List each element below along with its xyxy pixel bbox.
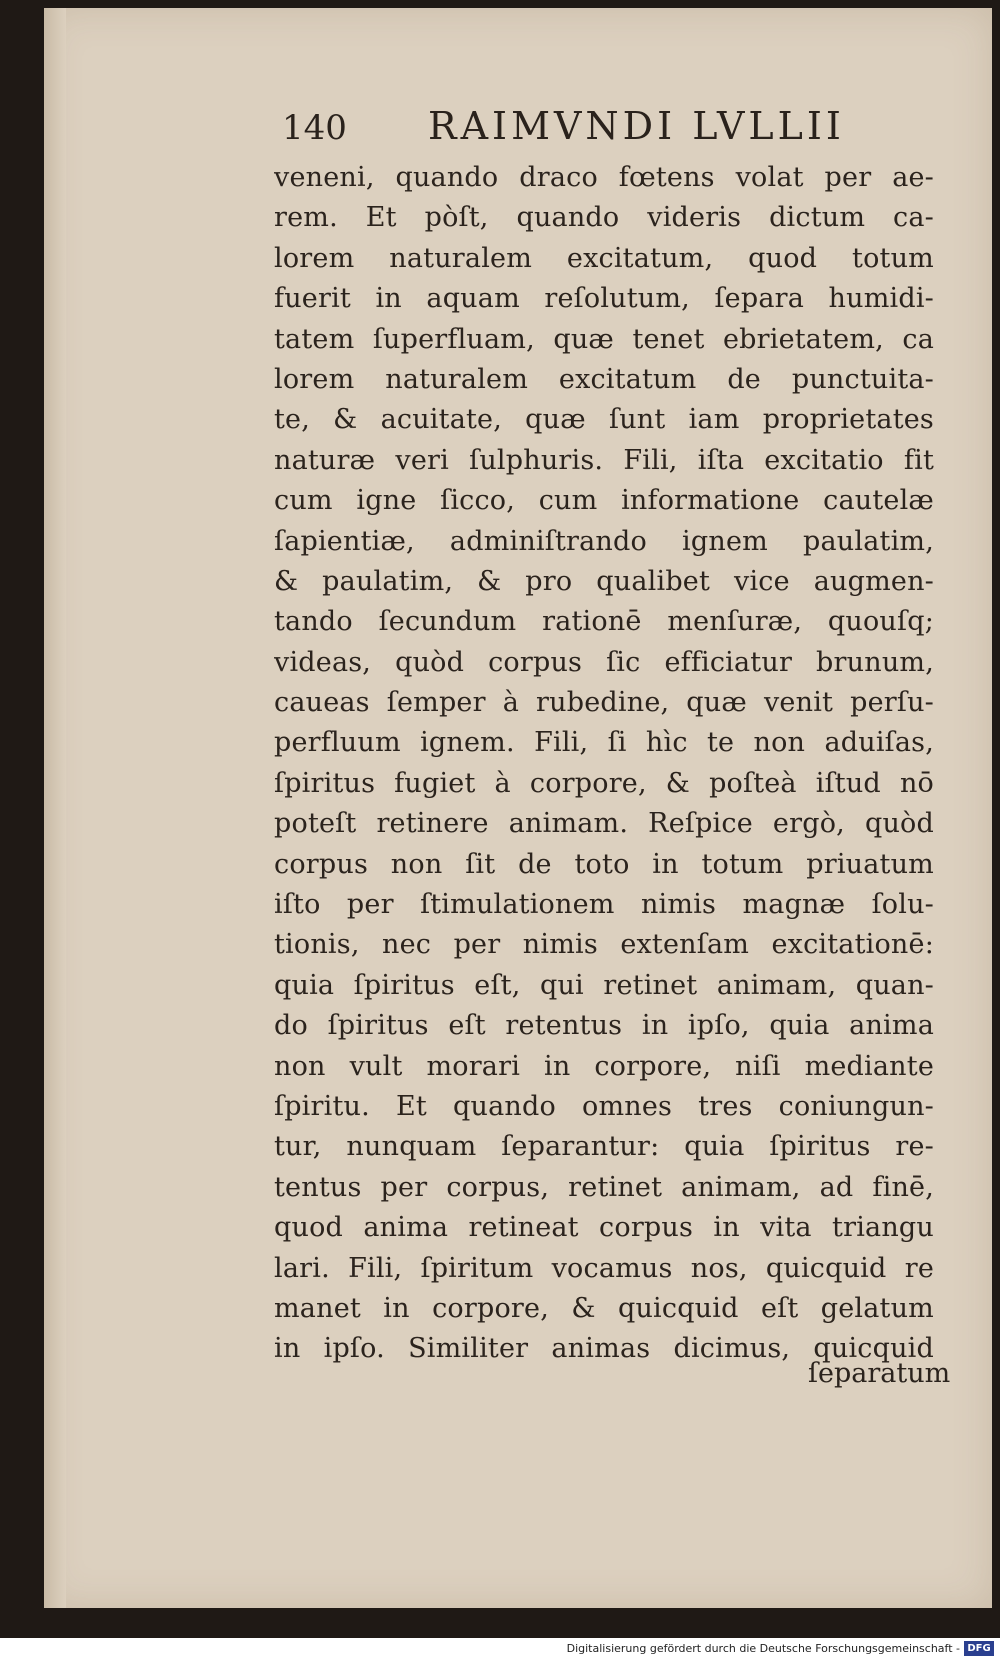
- text-line: manet in corpore, & quicquid eſt gelatum: [274, 1292, 934, 1324]
- text-line: ſpiritu. Et quando omnes tres coniungun-: [274, 1090, 934, 1122]
- page-number: 140: [282, 108, 347, 148]
- text-line: tentus per corpus, retinet animam, ad finē,: [274, 1171, 934, 1203]
- text-line: tionis, nec per nimis extenſam excitationē:: [274, 929, 934, 961]
- catchword: ſeparatum: [808, 1358, 951, 1389]
- page-gutter-shadow: [44, 8, 66, 1608]
- text-line: do ſpiritus eſt retentus in ipſo, quia anima: [274, 1010, 934, 1042]
- text-line: rem. Et pòſt, quando videris dictum ca-: [274, 202, 934, 234]
- text-line: tando ſecundum rationē menſuræ, quouſq;: [274, 606, 934, 638]
- text-line: ſapientiæ, adminiſtrando ignem paulatim,: [274, 525, 934, 557]
- text-line: lorem naturalem excitatum de punctuita-: [274, 363, 934, 395]
- text-line: te, & acuitate, quæ ſunt iam proprietates: [274, 404, 934, 436]
- text-line: ſpiritus fugiet à corpore, & poſteà iſtud nō: [274, 767, 934, 799]
- text-line: lorem naturalem excitatum, quod totum: [274, 242, 934, 274]
- text-line: poteſt retinere animam. Reſpice ergò, quòd: [274, 808, 934, 840]
- running-title: RAIMVNDI LVLLII: [428, 104, 845, 148]
- book-page: [44, 8, 992, 1608]
- text-line: tatem ſuperfluam, quæ tenet ebrietatem, ca: [274, 323, 934, 355]
- text-line: corpus non ſit de toto in totum priuatum: [274, 848, 934, 880]
- text-line: iſto per ſtimulationem nimis magnæ ſolu-: [274, 889, 934, 921]
- text-line: videas, quòd corpus ſic efficiatur brunum,: [274, 646, 934, 678]
- text-line: caueas ſemper à rubedine, quæ venit perſu-: [274, 687, 934, 719]
- dfg-logo-icon: DFG: [964, 1641, 994, 1656]
- text-line: fuerit in aquam reſolutum, ſepara humidi-: [274, 283, 934, 315]
- text-line: perfluum ignem. Fili, ſi hìc te non aduiſas,: [274, 727, 934, 759]
- text-line: quod anima retineat corpus in vita triangu: [274, 1212, 934, 1244]
- text-line: non vult morari in corpore, niſi mediante: [274, 1050, 934, 1082]
- text-line: cum igne ſicco, cum informatione cautelæ: [274, 485, 934, 517]
- text-line: quia ſpiritus eſt, qui retinet animam, quan-: [274, 969, 934, 1001]
- text-line: & paulatim, & pro qualibet vice augmen-: [274, 565, 934, 597]
- text-line: in ipſo. Similiter animas dicimus, quicquid: [274, 1333, 934, 1365]
- digitization-credit-bar: [0, 1638, 1000, 1660]
- text-line: veneni, quando draco fœtens volat per ae-: [274, 162, 934, 193]
- running-head: [282, 100, 922, 160]
- digitization-credit: Digitalisierung gefördert durch die Deutsche Forschungsgemeinschaft -: [566, 1642, 960, 1655]
- body-text: [274, 158, 934, 1370]
- text-line: naturæ veri ſulphuris. Fili, iſta excitatio fit: [274, 444, 934, 476]
- text-line: tur, nunquam ſeparantur: quia ſpiritus re-: [274, 1131, 934, 1163]
- text-line: lari. Fili, ſpiritum vocamus nos, quicquid re: [274, 1252, 934, 1284]
